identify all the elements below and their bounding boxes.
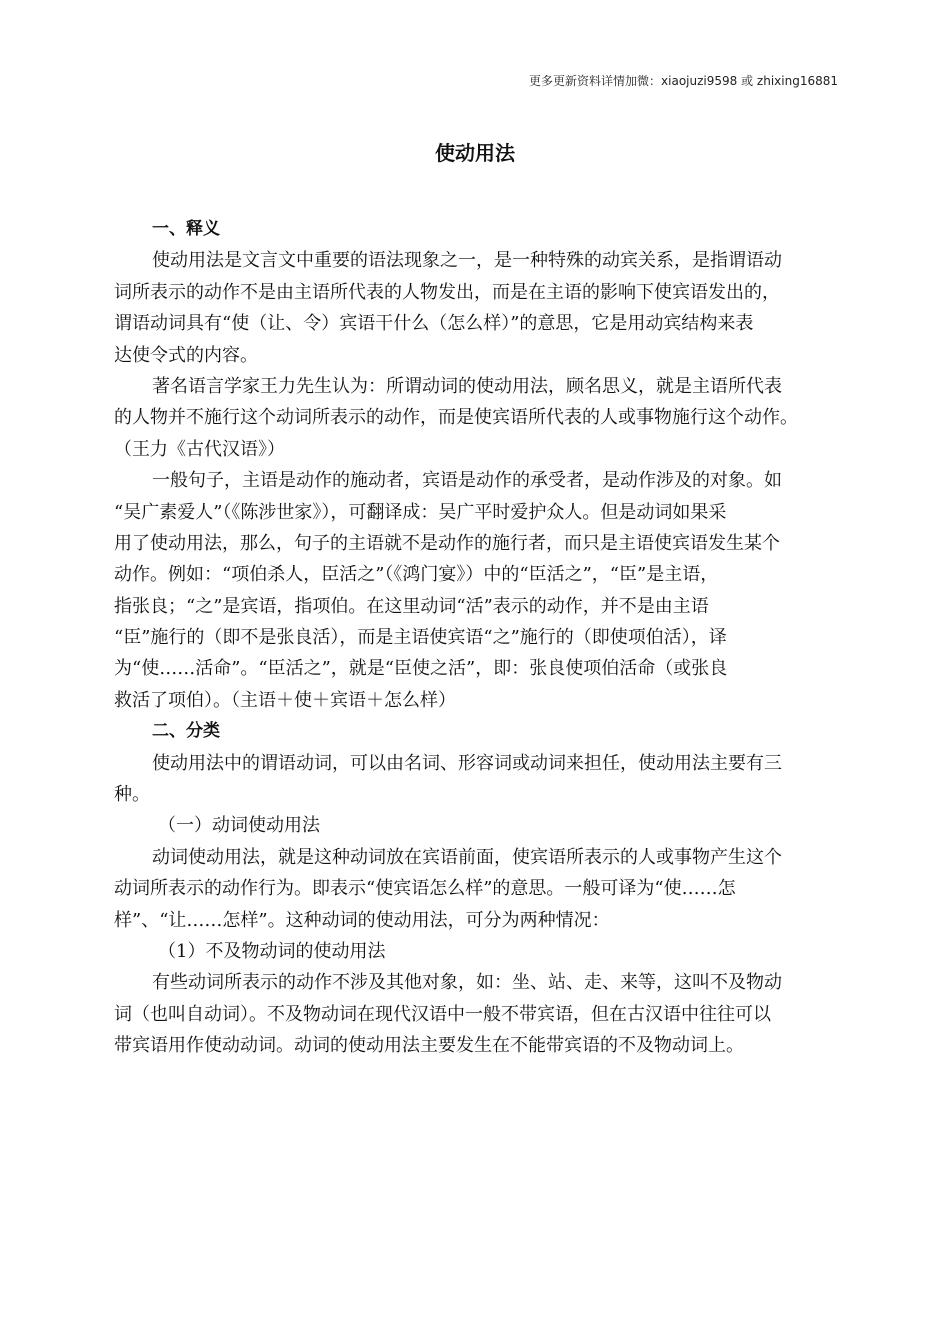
- paragraph-line: 词（也叫自动词）。不及物动词在现代汉语中一般不带宾语，但在古汉语中往往可以: [114, 1003, 771, 1025]
- header-note: 更多更新资料详情加微：xiaojuzi9598 或 zhixing16881: [529, 74, 838, 88]
- paragraph-line: 种。: [114, 784, 150, 806]
- paragraph-line: 指张良；“之”是宾语，指项伯。在这里动词“活”表示的动作，并不是由主语: [114, 595, 709, 617]
- subsection-heading: （一）动词使动用法: [158, 815, 320, 837]
- paragraph-line: 一般句子，主语是动作的施动者，宾语是动作的承受者，是动作涉及的对象。如: [152, 470, 782, 492]
- paragraph-line: 的人物并不施行这个动词所表示的动作，而是使宾语所代表的人或事物施行这个动作。: [114, 407, 798, 429]
- paragraph-line: 带宾语用作使动动词。动词的使动用法主要发生在不能带宾语的不及物动词上。: [114, 1035, 744, 1057]
- paragraph-line: 达使令式的内容。: [114, 344, 258, 366]
- paragraph-line: 为“使……活命”。“臣活之”，就是“臣使之活”，即：张良使项伯活命（或张良: [114, 658, 728, 680]
- paragraph-line: 著名语言学家王力先生认为：所谓动词的使动用法，顾名思义，就是主语所代表: [152, 375, 782, 397]
- paragraph-line: “吴广素爱人”（《陈涉世家》），可翻译成：吴广平时爱护众人。但是动词如果采: [114, 501, 727, 523]
- paragraph-line: 动作。例如：“项伯杀人，臣活之”（《鸿门宴》）中的“臣活之”，“臣”是主语，: [114, 564, 719, 586]
- paragraph-line: 救活了项伯）。（主语＋使＋宾语＋怎么样）: [114, 689, 456, 711]
- subsection-heading: （1）不及物动词的使动用法: [158, 940, 386, 962]
- page-title: 使动用法: [435, 141, 515, 165]
- paragraph-line: 使动用法中的谓语动词，可以由名词、形容词或动词来担任，使动用法主要有三: [152, 752, 782, 774]
- paragraph-line: 谓语动词具有“使（让、令）宾语干什么（怎么样）”的意思，它是用动宾结构来表: [114, 313, 754, 335]
- paragraph-line: （王力《古代汉语》）: [114, 438, 285, 460]
- paragraph-line: 用了使动用法，那么，句子的主语就不是动作的施行者，而只是主语使宾语发生某个: [114, 532, 780, 554]
- document-body: [114, 214, 838, 1062]
- paragraph-line: 样”、“让……怎样”。这种动词的使动用法，可分为两种情况：: [114, 909, 610, 931]
- paragraph-line: 动词所表示的动作行为。即表示“使宾语怎么样”的意思。一般可译为“使……怎: [114, 878, 736, 900]
- paragraph-line: 词所表示的动作不是由主语所代表的人物发出，而是在主语的影响下使宾语发出的，: [114, 281, 780, 303]
- paragraph-line: “臣”施行的（即不是张良活），而是主语使宾语“之”施行的（即使项伯活），译: [114, 627, 727, 649]
- paragraph-line: 使动用法是文言文中重要的语法现象之一，是一种特殊的动宾关系，是指谓语动: [152, 250, 782, 272]
- paragraph-line: 有些动词所表示的动作不涉及其他对象，如：坐、站、走、来等，这叫不及物动: [152, 972, 782, 994]
- section-heading-definition: 一、释义: [152, 219, 220, 239]
- paragraph-line: 动词使动用法，就是这种动词放在宾语前面，使宾语所表示的人或事物产生这个: [152, 846, 782, 868]
- section-heading-classification: 二、分类: [152, 721, 220, 742]
